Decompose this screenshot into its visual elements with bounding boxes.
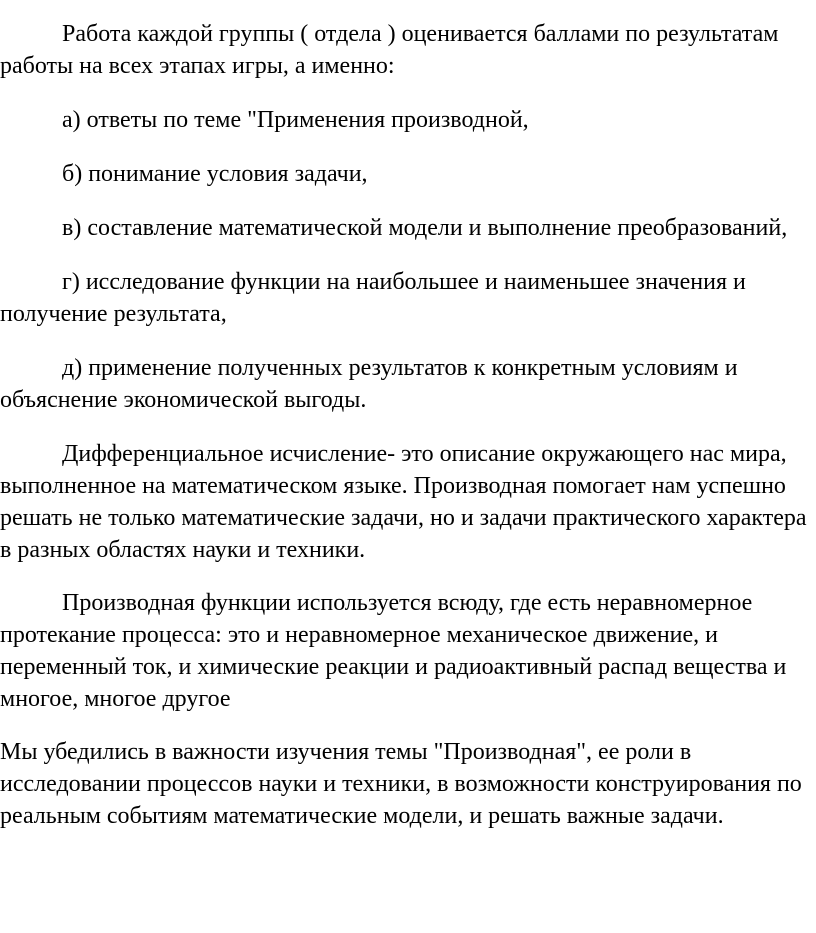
paragraph-item-a: а) ответы по теме "Применения производной, [62,107,529,133]
paragraph-item-v: в) составление математической модели и выполнение преобразований, [62,215,788,241]
paragraph-derivative-usage: Производная функции используется всюду, где есть неравномерное протекание процесса: это и неравномерное механическое движение, и переменный ток, и химические реакции и радиоактивный распад вещества и многое, многое другое [0,590,787,712]
paragraph-differential-calculus: Дифференциальное исчисление- это описание окружающего нас мира, выполненное на математическом языке. Производная помогает нам успешно решать не только математические задачи, но и задачи практического характера в разных областях науки и техники. [0,441,807,563]
paragraph-conclusion: Мы убедились в важности изучения темы "Производная", ее роли в исследовании процессов науки и техники, в возможности конструирования по реальным событиям математические модели, и решать важные задачи. [0,739,802,829]
paragraph-item-d: д) применение полученных результатов к конкретным условиям и объяснение экономической выгоды. [0,355,738,413]
paragraph-item-b: б) понимание условия задачи, [62,161,368,187]
paragraph-scoring-intro: Работа каждой группы ( отдела ) оценивается баллами по результатам работы на всех этапах игры, а именно: [0,21,779,79]
paragraph-item-g: г) исследование функции на наибольшее и наименьшее значения и получение результата, [0,269,746,327]
